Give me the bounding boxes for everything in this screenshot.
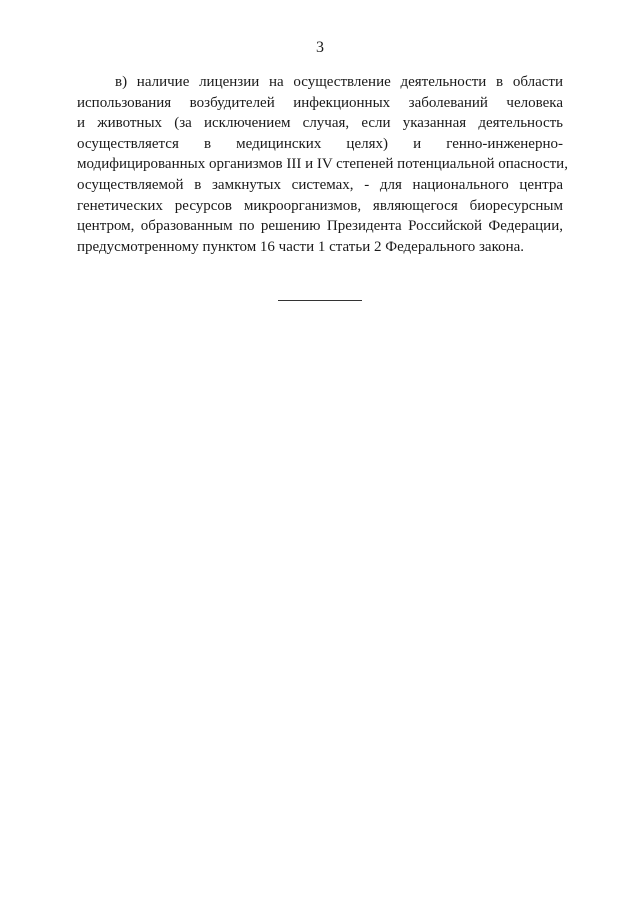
page-number: 3	[316, 39, 324, 56]
paragraph-line: осуществляемой в замкнутых системах, - для национального центра	[77, 176, 563, 193]
paragraph-line: центром, образованным по решению Президента Российской Федерации,	[77, 218, 563, 235]
paragraph-line: в) наличие лицензии на осуществление деятельности в области	[115, 74, 563, 90]
paragraph-line: модифицированных организмов III и IV степеней потенциальной опасности,	[77, 156, 568, 173]
paragraph-line: осуществляется в медицинских целях) и генно-инженерно-	[77, 135, 563, 152]
paragraph-line: предусмотренному пунктом 16 части 1 статьи 2 Федерального закона.	[77, 238, 525, 255]
paragraph-item-v	[77, 72, 568, 257]
paragraph-line: генетических ресурсов микроорганизмов, являющегося биоресурсным	[77, 197, 563, 214]
paragraph-line: и животных (за исключением случая, если указанная деятельность	[77, 115, 563, 132]
end-separator-line	[278, 300, 362, 301]
paragraph-line: использования возбудителей инфекционных заболеваний человека	[77, 94, 563, 111]
